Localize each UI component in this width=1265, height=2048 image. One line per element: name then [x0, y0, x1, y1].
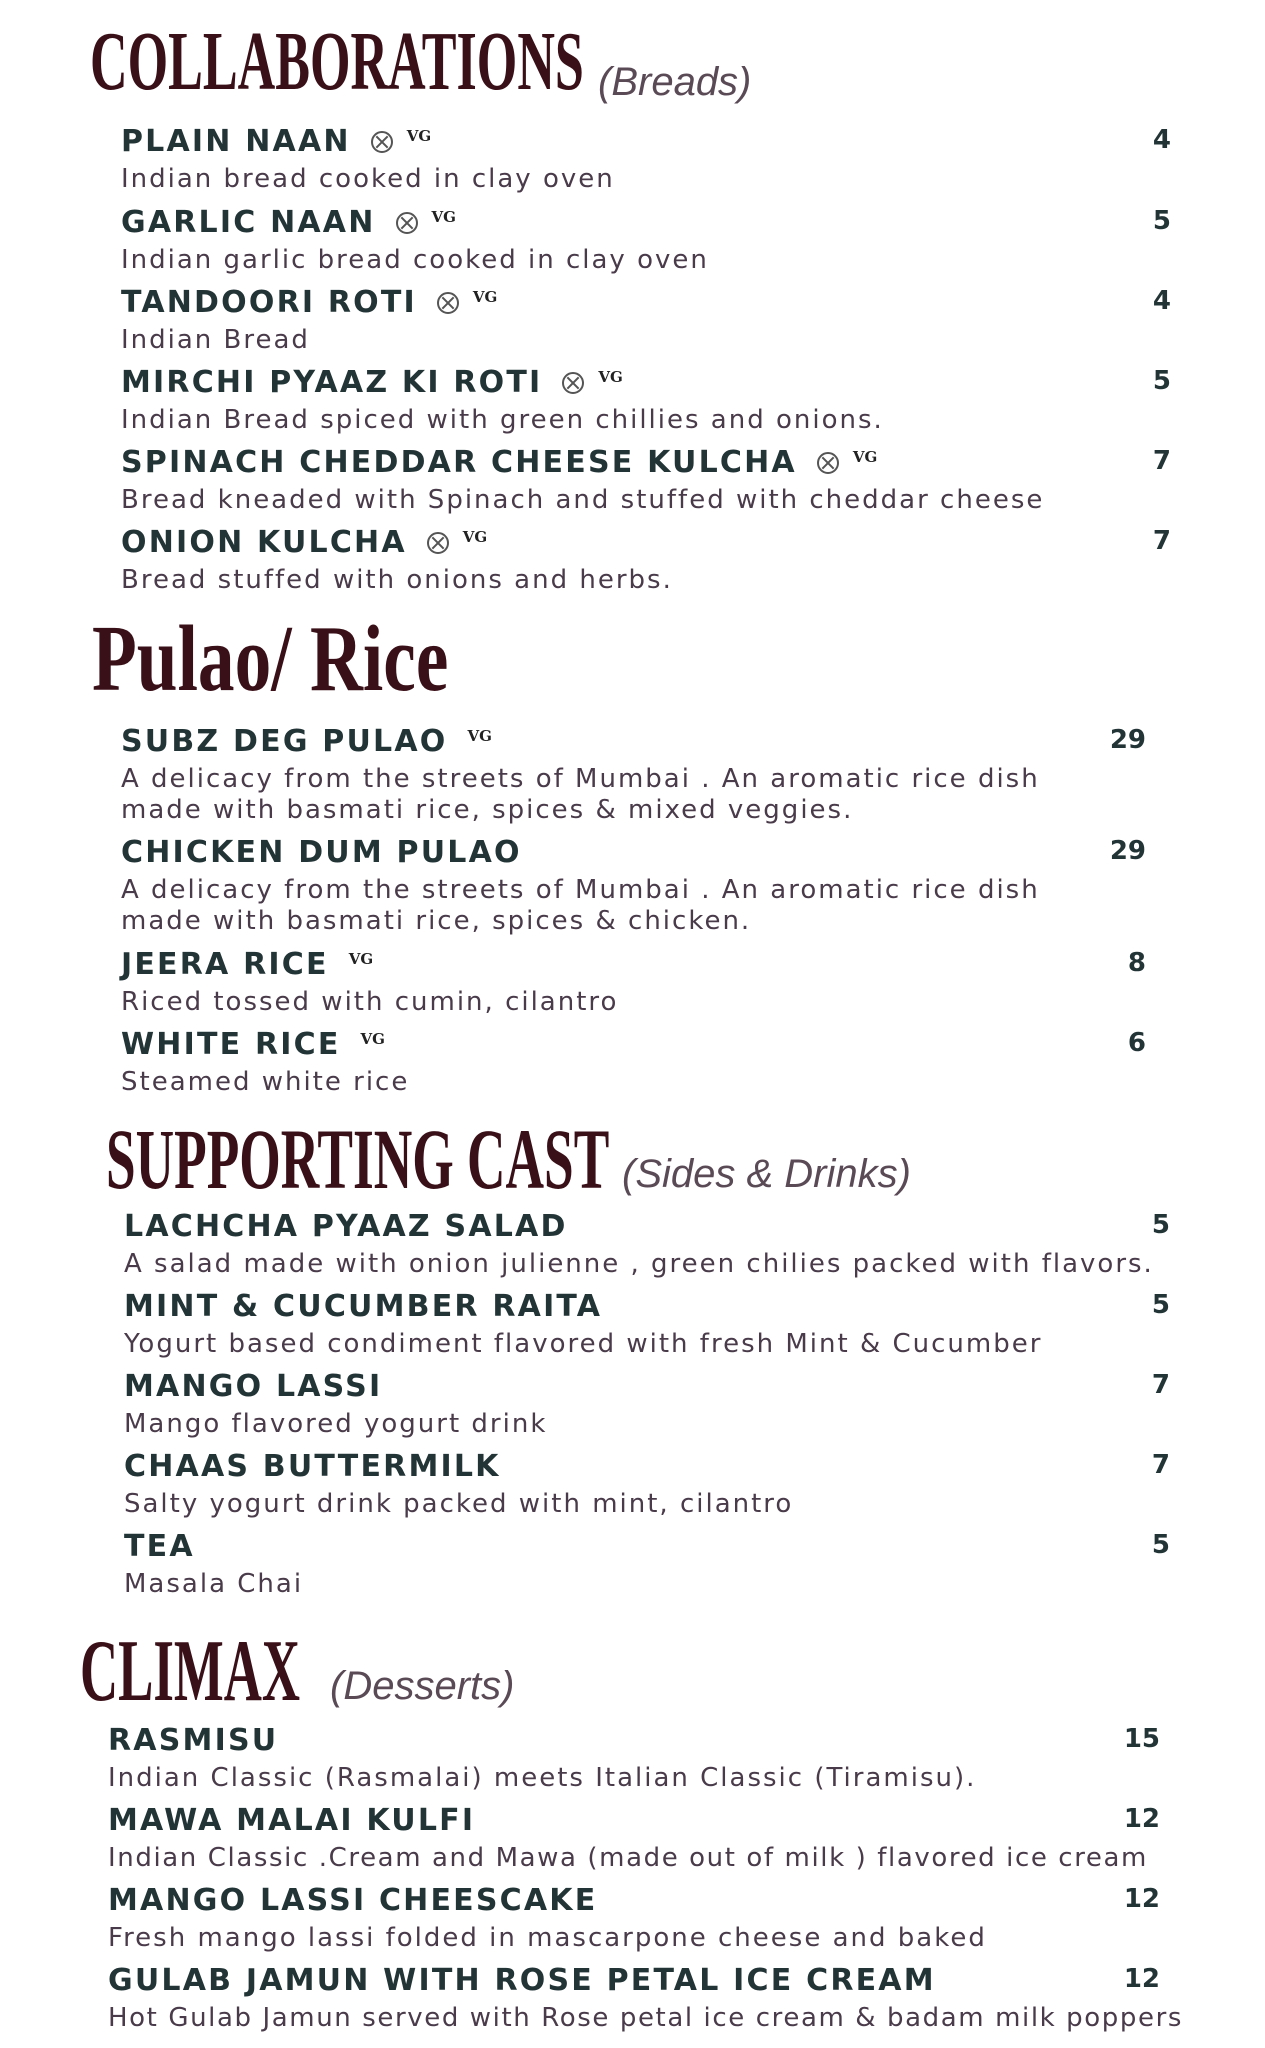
- item-name: MIRCHI PYAAZ KI ROTI: [121, 365, 543, 400]
- menu-item: [108, 1723, 1160, 1794]
- vegan-icon: [396, 212, 418, 234]
- item-name: RASMISU: [108, 1723, 279, 1758]
- item-price: 15: [1123, 1724, 1160, 1754]
- item-name: GULAB JAMUN WITH ROSE PETAL ICE CREAM: [108, 1963, 936, 1998]
- section-title-desserts: CLIMAX: [80, 1623, 300, 1720]
- menu-item: [124, 1529, 1170, 1600]
- item-price: 5: [1152, 206, 1171, 236]
- item-name: WHITE RICE: [121, 1027, 341, 1062]
- menu-item: [121, 724, 1146, 826]
- item-description: Hot Gulab Jamun served with Rose petal ice cream & badam milk poppers: [108, 2003, 1184, 2033]
- menu-item: [121, 124, 1171, 195]
- item-price: 12: [1123, 1804, 1160, 1834]
- item-price: 5: [1151, 1210, 1170, 1240]
- vegan-icon: [371, 131, 393, 153]
- item-price: 12: [1123, 1884, 1160, 1914]
- item-name: CHAAS BUTTERMILK: [124, 1449, 501, 1484]
- item-name: JEERA RICE: [121, 947, 329, 982]
- item-name: TEA: [124, 1529, 195, 1564]
- item-description: Salty yogurt drink packed with mint, cilantro: [124, 1489, 794, 1519]
- menu-item: [108, 1963, 1184, 2034]
- item-price: 12: [1123, 1964, 1160, 1994]
- section-title-rice: Pulao/ Rice: [92, 607, 449, 711]
- item-price: 7: [1152, 446, 1171, 476]
- vegan-tag: VG: [431, 207, 456, 226]
- menu-item: [108, 1803, 1160, 1874]
- item-description: Fresh mango lassi folded in mascarpone cheese and baked: [108, 1923, 987, 1953]
- item-description: Steamed white rice: [121, 1067, 410, 1097]
- section-subtitle-sides: (Sides & Drinks): [622, 1152, 911, 1196]
- item-price: 5: [1152, 366, 1171, 396]
- item-description: A salad made with onion julienne , green chilies packed with flavors.: [124, 1249, 1154, 1279]
- menu-item: [121, 947, 1146, 1018]
- item-name: SPINACH CHEDDAR CHEESE KULCHA: [121, 445, 797, 480]
- item-description: Indian Bread: [121, 325, 310, 355]
- item-description: Bread stuffed with onions and herbs.: [121, 565, 673, 595]
- menu-item: [124, 1289, 1170, 1360]
- section-subtitle-breads: (Breads): [598, 60, 752, 104]
- section-subtitle-desserts: (Desserts): [330, 1664, 515, 1708]
- item-price: 29: [1109, 725, 1146, 755]
- item-description: Indian garlic bread cooked in clay oven: [121, 245, 709, 275]
- menu-item: [121, 1027, 1146, 1098]
- item-description: A delicacy from the streets of Mumbai . An aromatic rice dish made with basmati rice, spices & mixed veggies.: [121, 764, 1040, 825]
- item-name: PLAIN NAAN: [121, 124, 351, 159]
- item-name: MINT & CUCUMBER RAITA: [124, 1289, 603, 1324]
- item-price: 6: [1127, 1028, 1146, 1058]
- vegan-tag: VG: [598, 367, 623, 386]
- menu-item: [108, 1883, 1160, 1954]
- section-title-breads: COLLABORATIONS: [90, 15, 584, 108]
- vegan-tag: VG: [852, 447, 878, 466]
- item-price: 4: [1152, 125, 1171, 155]
- vegan-icon: [427, 532, 449, 554]
- item-description: Bread kneaded with Spinach and stuffed with cheddar cheese: [121, 485, 1045, 515]
- vegan-icon: [817, 452, 839, 474]
- menu-item: [121, 835, 1146, 937]
- menu-item: [121, 205, 1171, 276]
- section-title-sides: SUPPORTING CAST: [106, 1111, 610, 1207]
- item-description: Indian bread cooked in clay oven: [121, 164, 615, 194]
- menu-item: [124, 1209, 1170, 1280]
- item-description: Indian Bread spiced with green chillies and onions.: [121, 405, 884, 435]
- item-name: MAWA MALAI KULFI: [108, 1803, 476, 1838]
- vegan-tag: VG: [360, 1029, 385, 1048]
- item-name: CHICKEN DUM PULAO: [121, 835, 522, 870]
- menu-item: [121, 365, 1171, 436]
- item-price: 4: [1152, 286, 1171, 316]
- item-price: 8: [1127, 948, 1146, 978]
- vegan-icon: [562, 372, 584, 394]
- item-description: Masala Chai: [124, 1569, 304, 1599]
- menu-item: [121, 285, 1171, 356]
- item-price: 29: [1109, 836, 1146, 866]
- item-name: LACHCHA PYAAZ SALAD: [124, 1209, 568, 1244]
- vegan-tag: VG: [472, 287, 498, 306]
- item-name: ONION KULCHA: [121, 525, 407, 560]
- item-price: 7: [1151, 1450, 1170, 1480]
- menu-item: [124, 1449, 1170, 1520]
- menu-item: [124, 1369, 1170, 1440]
- item-description: Indian Classic .Cream and Mawa (made out of milk ) flavored ice cream: [108, 1843, 1148, 1873]
- item-price: 5: [1151, 1530, 1170, 1560]
- item-price: 7: [1152, 526, 1171, 556]
- vegan-tag: VG: [348, 949, 374, 968]
- item-description: Mango flavored yogurt drink: [124, 1409, 548, 1439]
- vegan-tag: VG: [406, 126, 432, 145]
- menu-item: [121, 525, 1171, 596]
- item-price: 7: [1151, 1370, 1170, 1400]
- item-name: SUBZ DEG PULAO: [121, 724, 448, 759]
- vegan-tag: VG: [462, 527, 488, 546]
- item-price: 5: [1151, 1290, 1170, 1320]
- item-description: Riced tossed with cumin, cilantro: [121, 987, 619, 1017]
- item-name: MANGO LASSI: [124, 1369, 383, 1404]
- vegan-tag: VG: [467, 726, 492, 745]
- item-name: MANGO LASSI CHEESCAKE: [108, 1883, 598, 1918]
- item-name: GARLIC NAAN: [121, 205, 376, 240]
- item-description: Yogurt based condiment flavored with fresh Mint & Cucumber: [124, 1329, 1043, 1359]
- menu-item: [121, 445, 1171, 516]
- vegan-icon: [437, 292, 459, 314]
- item-description: Indian Classic (Rasmalai) meets Italian Classic (Tiramisu).: [108, 1763, 977, 1793]
- item-description: A delicacy from the streets of Mumbai . An aromatic rice dish made with basmati rice, spices & chicken.: [121, 875, 1040, 936]
- item-name: TANDOORI ROTI: [121, 285, 417, 320]
